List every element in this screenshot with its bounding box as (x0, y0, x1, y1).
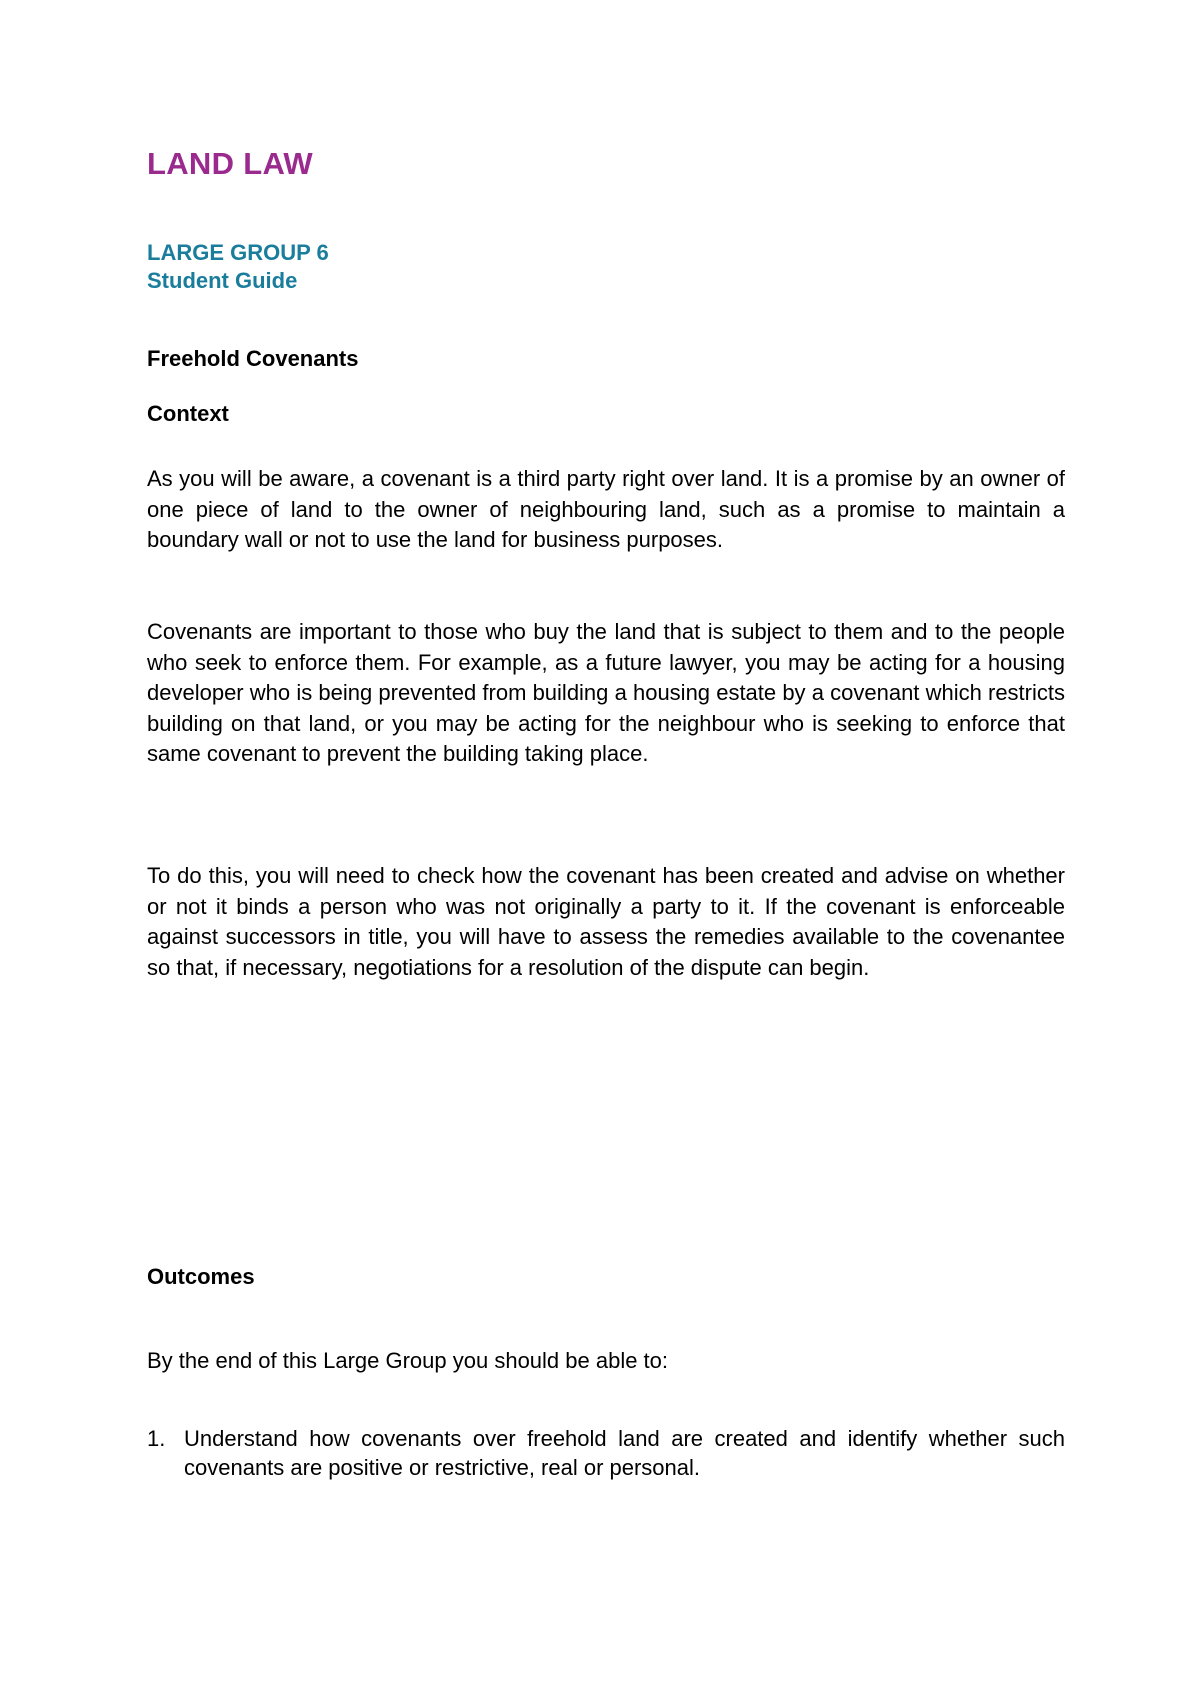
context-paragraph-1: As you will be aware, a covenant is a third party right over land. It is a promise by an owner of one piece of land to the owner of neighbouring land, such as a promise to maintain a boundary wall or not to use the land for business purposes. (147, 466, 1065, 552)
large-group-text: LARGE GROUP 6 (147, 240, 329, 265)
student-guide-label: Student Guide (147, 268, 298, 293)
outcome-number: 1. (147, 1426, 166, 1451)
outcome-item (147, 1424, 1065, 1482)
outcomes-list (147, 1424, 1065, 1482)
outcomes-heading: Outcomes (147, 1264, 255, 1289)
context-paragraph-3: To do this, you will need to check how the covenant has been created and advise on whether or not it binds a person who was not originally a party to it. If the covenant is enforceable against successors in title, you will have to assess the remedies available to the covenantee so that, if necessary, negotiations for a resolution of the dispute can begin. (147, 863, 1065, 980)
outcomes-intro: By the end of this Large Group you should be able to: (147, 1348, 669, 1373)
context-heading: Context (147, 401, 229, 426)
large-group-label (147, 240, 329, 266)
context-paragraph-2: Covenants are important to those who buy the land that is subject to them and to the people who seek to enforce them. For example, as a future lawyer, you may be acting for a housing developer who is being prevented from building a housing estate by a covenant which restricts building on that land, or you may be acting for the neighbour who is seeking to enforce that same covenant to prevent the building taking place. (147, 619, 1065, 766)
document-title: LAND LAW (147, 146, 313, 181)
outcome-text: Understand how covenants over freehold land are created and identify whether such covenants are positive or restrictive, real or personal. (184, 1426, 1065, 1480)
topic-heading: Freehold Covenants (147, 346, 359, 371)
